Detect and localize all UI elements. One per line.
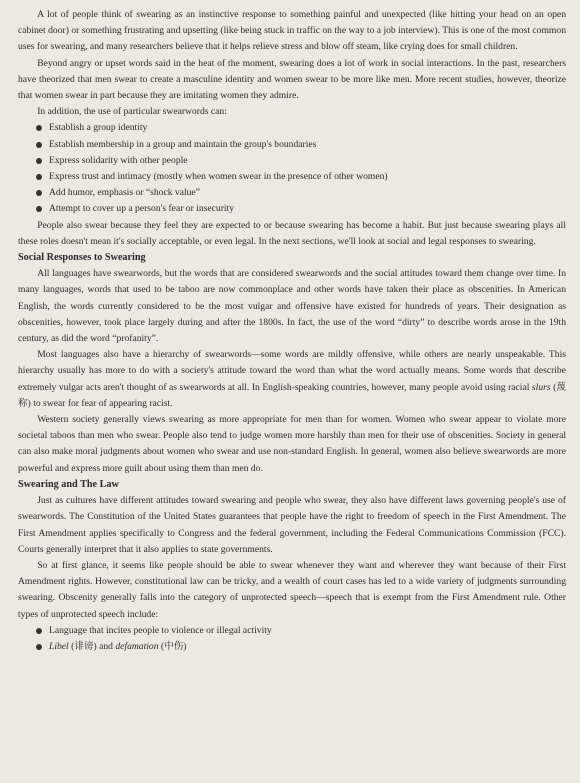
libel-term: Libel	[49, 640, 69, 652]
list-item: Express trust and intimacy (mostly when women swear in the presence of other women)	[36, 169, 566, 185]
list-item: Express solidarity with other people	[36, 153, 566, 169]
paragraph-1: A lot of people think of swearing as an instinctive response to something painful and unexpected (like hitting your head on an open cabinet door) or something frustrating and upsetting (like being stuck in traffic on the way to a job interview). This is one of the most common uses for swearing, and many researchers believe that it helps relieve stress and blow off steam, like crying does for small children.	[18, 9, 566, 53]
paragraph-9: So at first glance, it seems like people should be able to swear whenever they want and wherever they want because of their First Amendment rights. However, constitutional law can be tricky, and a wealth of court cases has led to a wide variety of judgments surrounding swearing. Obscenity generally falls into the category of unprotected speech—speech that is exempt from the First Amendment rule. Other types of unprotected speech include:	[18, 559, 566, 620]
section-heading-law: Swearing and The Law	[18, 478, 119, 490]
slurs-term: slurs	[531, 381, 551, 393]
list-item	[36, 639, 566, 655]
slurs-gloss: (蔑称)	[18, 381, 567, 409]
paragraph-7: Western society generally views swearing as more appropriate for men than for women. Women who swear appear to violate more societal taboos than men who swear. People also tend to judge women more harshly than men for their use of obscenities. Society in general can also make moral judgments about women who swear and use non-standard English. In general, women also believe swearwords are more powerful and express more guilt about using them than men do.	[18, 414, 566, 474]
defamation-gloss: (中伤)	[158, 640, 187, 652]
list-item: Establish a group identity	[36, 120, 566, 136]
paragraph-6	[18, 347, 566, 412]
paragraph-5: All languages have swearwords, but the words that are considered swearwords and the social attitudes toward them change over time. In many languages, words that used to be taboo are now commonplace and other words have taken their place as obscenities. In American English, the words currently considered to be the most vulgar and offensive have existed for hundreds of years. Their designation as obscenities, however, took place largely during and after the 1800s. In fact, the use of the word “dirty” to describe words arose in the 19th century, as did the word “profanity”.	[18, 268, 566, 345]
defamation-term: defamation	[115, 640, 159, 652]
list-item: Establish membership in a group and maintain the group's boundaries	[36, 137, 566, 153]
paragraph-6-tail: to swear for fear of appearing racist.	[33, 397, 173, 409]
list-item: Add humor, emphasis or “shock value”	[36, 185, 566, 201]
list-item: Attempt to cover up a person's fear or insecurity	[36, 201, 566, 217]
bullet-list-unprotected	[18, 623, 566, 655]
paragraph-4: People also swear because they feel they are expected to or because swearing has become a habit. But just because swearing plays all these roles doesn't mean it's socially acceptable, or even legal. In the next sections, we'll look at social and legal responses to swearing.	[18, 219, 566, 247]
paragraph-8: Just as cultures have different attitudes toward swearing and people who swear, they also have different laws governing people's use of swearwords. The Constitution of the United States guarantees that people have the right to freedom of speech in the First Amendment. The First Amendment applies specifically to Congress and the federal government, including the Federal Communications Commission (FCC). Courts generally interpret that it also applies to state governments.	[18, 495, 566, 555]
list-item: Language that incites people to violence or illegal activity	[36, 623, 566, 639]
paragraph-3: In addition, the use of particular swearwords can:	[37, 106, 227, 118]
libel-gloss: (诽谤) and	[68, 640, 116, 652]
paragraph-2: Beyond angry or upset words said in the heat of the moment, swearing does a lot of work in social interactions. In the past, researchers have theorized that men swear to create a masculine identity and women swear to be more like men. More recent studies, however, theorize that women swear in part because they are imitating women they admire.	[18, 57, 566, 102]
section-heading-social: Social Responses to Swearing	[18, 252, 146, 264]
paragraph-6-text: Most languages also have a hierarchy of swearwords—some words are mildly offensive, while others are nearly unspeakable. This hierarchy usually has more to do with a society's attitude toward the word than what the word actually means. Some words that describe extremely vulgar acts aren't thought of as swearwords at all. In English-speaking countries, however, many people avoid using racial	[18, 349, 566, 393]
bullet-list-uses	[18, 120, 566, 217]
